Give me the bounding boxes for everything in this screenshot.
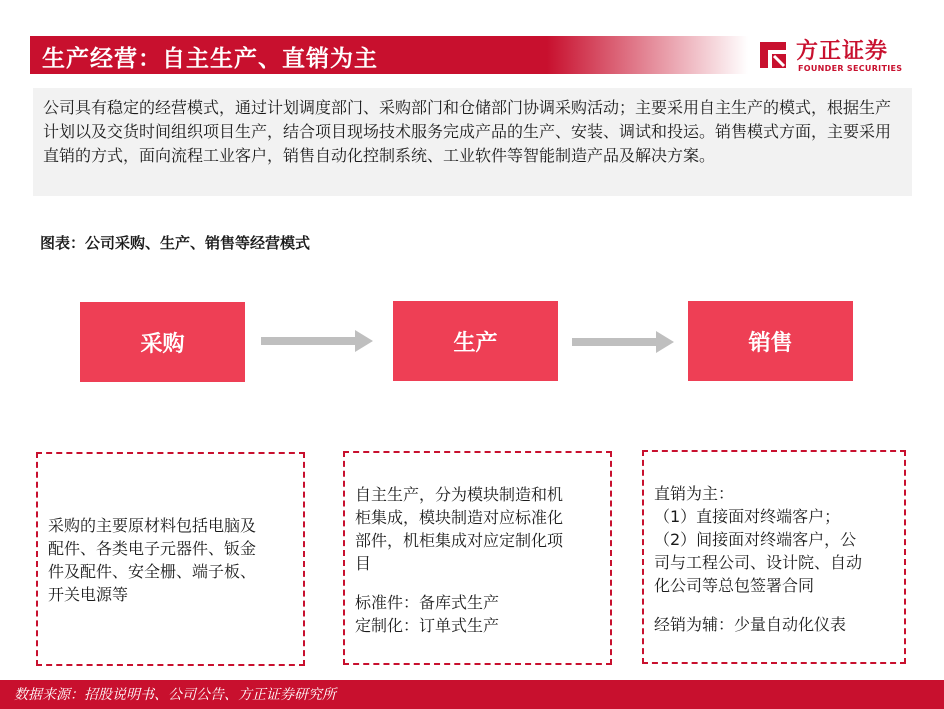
detail-line: 采购的主要原材料包括电脑及 [48, 516, 257, 535]
detail-box-purchase [36, 452, 305, 666]
detail-line: 开关电源等 [48, 585, 129, 604]
arrow-right-icon [261, 330, 373, 352]
founder-securities-logo [756, 34, 916, 78]
spacer [654, 597, 898, 613]
detail-line: 直销为主： [654, 484, 735, 503]
step-production: 生产 [393, 301, 558, 381]
detail-line: 自主生产，分为模块制造和机 [355, 485, 564, 504]
detail-line: 经销为辅：少量自动化仪表 [654, 615, 847, 634]
detail-line: 标准件：备库式生产 [355, 593, 500, 612]
page-title: 生产经营：自主生产、直销为主 [42, 46, 378, 72]
detail-line: （2）间接面对终端客户，公 [654, 530, 857, 549]
intro-paragraph: 公司具有稳定的经营模式，通过计划调度部门、采购部门和仓储部门协调采购活动；主要采用自主生产的模式，根据生产计划以及交货时间组织项目生产，结合项目现场技术服务完成产品的生产、安装、调试和投运。销售模式方面，主要采用直销的方式，面向流程工业客户，销售自动化控制系统、工业软件等智能制造产品及解决方案。 [33, 88, 912, 196]
detail-box-production [343, 451, 612, 665]
detail-line: 定制化：订单式生产 [355, 616, 500, 635]
detail-line: 配件、各类电子元器件、钣金 [48, 539, 257, 558]
step-sales: 销售 [688, 301, 853, 381]
detail-line: 部件，机柜集成对应定制化项 [355, 531, 564, 550]
title-bar [30, 36, 748, 74]
detail-box-sales [642, 450, 906, 664]
step-purchase: 采购 [80, 302, 245, 382]
logo-english-text: FOUNDER SECURITIES [798, 64, 903, 73]
detail-line: 化公司等总包签署合同 [654, 576, 815, 595]
figure-title: 图表：公司采购、生产、销售等经营模式 [40, 234, 311, 252]
founder-logo-icon [756, 38, 790, 72]
detail-line: 司与工程公司、设计院、自动 [654, 553, 863, 572]
detail-line: 柜集成，模块制造对应标准化 [355, 508, 564, 527]
detail-line: 目 [355, 554, 372, 573]
spacer [355, 575, 602, 591]
data-source-note: 数据来源：招股说明书、公司公告、方正证券研究所 [14, 687, 336, 703]
arrow-right-icon [572, 331, 674, 353]
detail-line: 件及配件、安全栅、端子板、 [48, 562, 257, 581]
detail-line: （1）直接面对终端客户； [654, 507, 841, 526]
footer-bar [0, 680, 944, 709]
logo-chinese-text: 方正证券 [796, 39, 889, 64]
